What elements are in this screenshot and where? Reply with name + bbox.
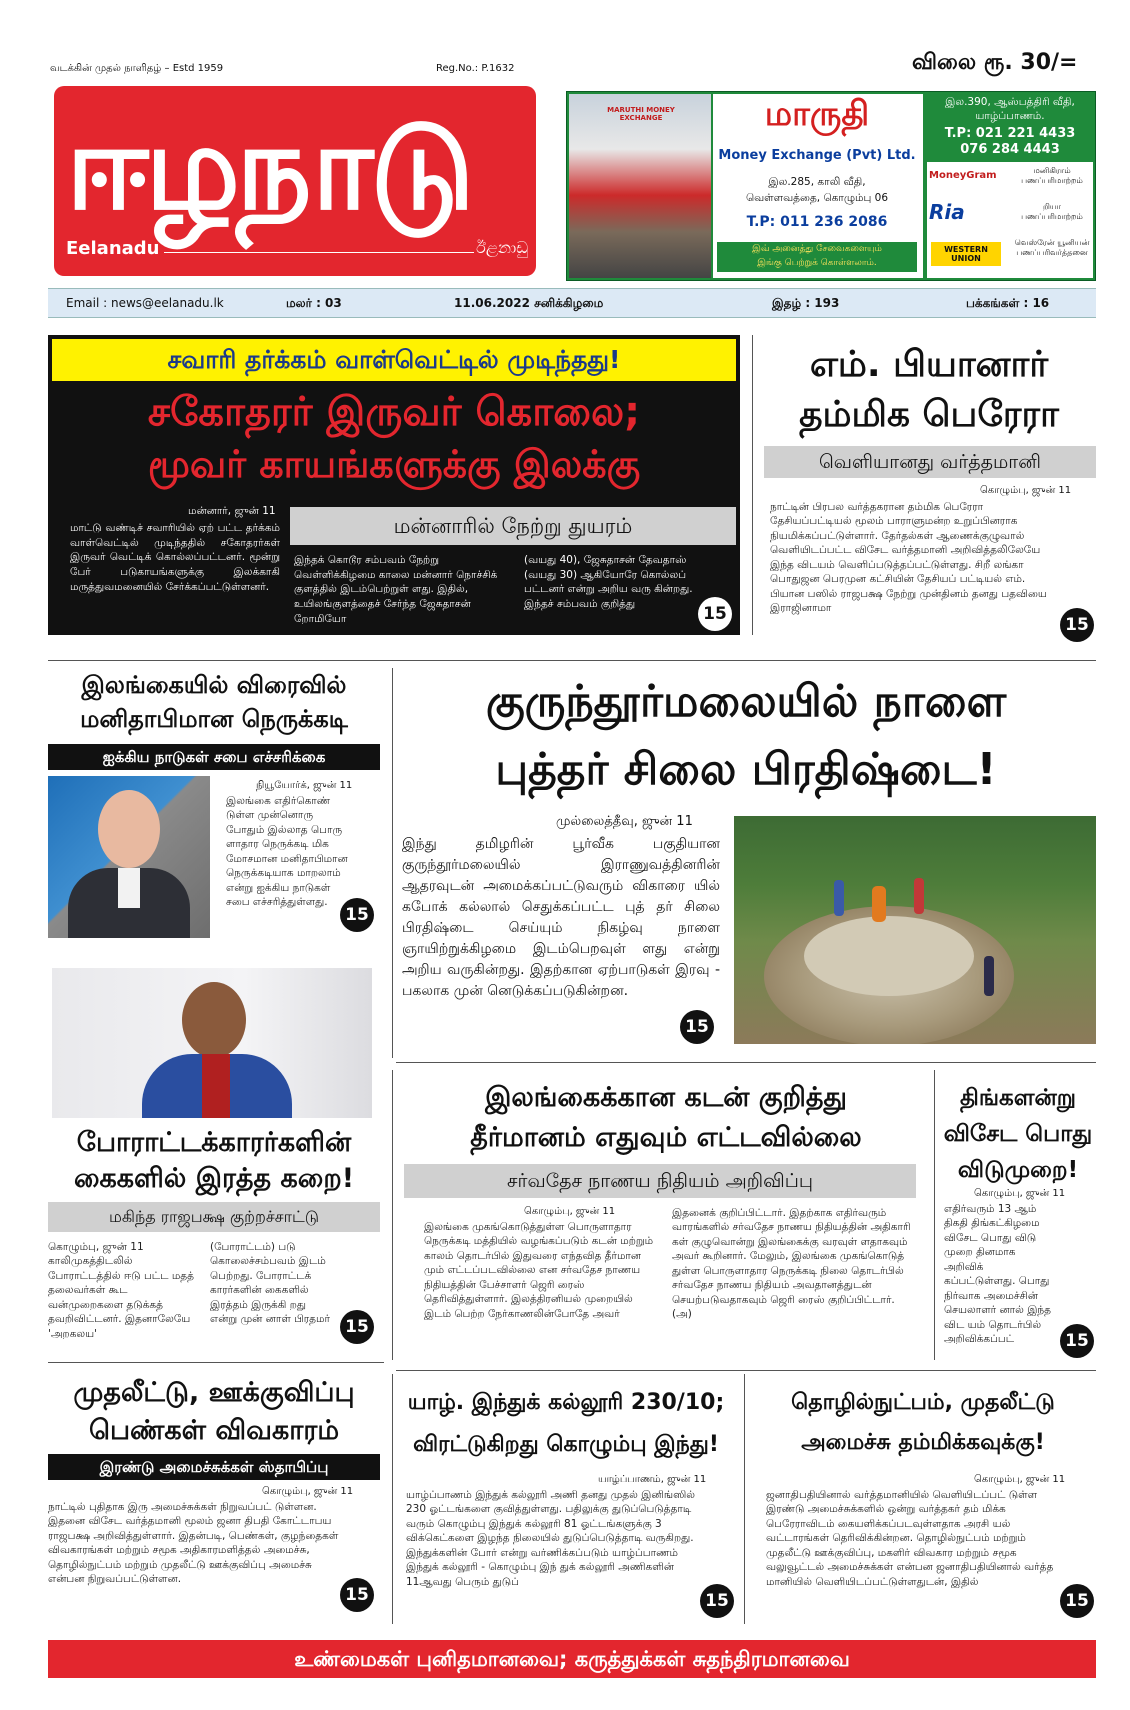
tech-text: ஜனாதிபதியினால் வர்த்தமானியில் வெளியிடப்பட் டுள்ள இரண்டு அமைச்சுக்களில் ஒன்று வர்த்தகர் தம் மிக்க பெரேராவிடம் கையளிக்கப்படவுள்ளதாக அரசி யல் வட்டாரங்கள் தெரிவிக்கின்றன. தொழில்நுட்பம் மற்றும் முதலீட்டு ஊக்குவிப்பு, மகளிர் விவகார மற்றும் சமூக வலுவூட்டல் அமைச்சுக்கள் என்பன ஜனாதிபதியினால் வர்த்த மானியில் வெளியிடப்பட்டுள்ளதுடன், இதில்: [766, 1489, 1054, 1588]
lead-dateline: மன்னார், ஜுன் 11: [188, 505, 276, 517]
masthead-divider: [164, 252, 474, 253]
issue-number: இதழ் : 193: [772, 296, 840, 310]
continued-badge: 15: [340, 898, 374, 932]
ad-shop-photo: [569, 94, 711, 278]
mahinda-headline-1: போராட்டக்காரர்களின்: [76, 1127, 352, 1158]
mahinda-rajapaksa-photo: [52, 968, 372, 1118]
tech-headline-1: தொழில்நுட்பம், முதலீட்டு: [791, 1390, 1055, 1415]
advertisement: [566, 91, 1096, 281]
lead-kicker: சவாரி தர்க்கம் வாள்வெட்டில் முடிந்தது!: [52, 339, 736, 381]
holiday-text: எதிர்வரும் 13 ஆம் திகதி திங்கட்கிழமை விசேட பொது விடு முறை தினமாக அறிவிக் கப்பட்டுள்ளது. பொது நிர்வாக அமைச்சின் செயலாளர் னால் இந்த விட யம் தொடர்பில் அறிவிக்கப்பட்: [944, 1203, 1051, 1346]
western-union-desc: வெஸ்ரேன் யூனியன் பணப்பரிவர்த்தனை: [1014, 238, 1090, 258]
ministry-dateline: கொழும்பு, ஜுன் 11: [262, 1486, 354, 1497]
ria-desc: றியா பணப்பரிமாற்றம்: [1021, 202, 1083, 222]
ad-phone-2b: 076 284 4443: [960, 142, 1060, 157]
tech-headline-2: அமைச்சு தம்மிக்கவுக்கு!: [801, 1430, 1045, 1455]
ministry-text: நாட்டில் புதிதாக இரு அமைச்சுக்கள் நிறுவப்பட் டுள்ளன. இதனை விசேட வர்த்தமானி மூலம் ஜனா திபதி கோட்டாபய ராஜபக்ஷ அறிவித்துள்ளார். இதன்படி, பெண்கள், குழந்தைகள் விவகாரங்கள் மற்றும் சமூக அதிகாரமளித்தல் அமைச்சு, தொழில்நுட்பம் மற்றும் முதலீட்டு ஊக்குவிப்பு அமைச்சு என்பன நிறுவப்பட்டுள்ளன.: [48, 1501, 339, 1586]
continued-badge: 15: [340, 1578, 374, 1612]
holiday-dateline: கொழும்பு, ஜுன் 11: [974, 1188, 1066, 1199]
footer-slogan: உண்மைகள் புனிதமானவை; கருத்துக்கள் சுதந்திரமானவை: [48, 1640, 1096, 1678]
ad-services-b: இங்கு பெற்றுக் கொள்ளலாம்.: [757, 258, 877, 268]
price: விலை ரூ. 30/=: [912, 50, 1078, 75]
lead-col-1: மாட்டு வண்டிச் சவாரியில் ஏற் பட்ட தர்க்கம் வாள்வெட்டில் முடிந்ததில் சகோதரர்கள் இருவர் வெட்டிக் கொல்லப்பட்டனர். மூன்று பேர் படுகாயங்களுக்கு இலக்காகி மருத்துவமனையில் சேர்க்கப்பட்டுள்ளனர்.: [70, 522, 280, 593]
imf-headline-1: இலங்கைக்கான கடன் குறித்து: [485, 1082, 847, 1113]
ad-address-2a: இல.390, ஆஸ்பத்திரி வீதி,: [945, 96, 1075, 108]
un-dateline: நியூயோர்க், ஜுன் 11: [256, 780, 353, 791]
continued-badge: 15: [698, 597, 732, 631]
ministry-headline-1: முதலீட்டு, ஊக்குவிப்பு: [73, 1377, 355, 1408]
right-top-subhead: வெளியானது வர்த்தமானி: [764, 446, 1096, 478]
continued-badge: 15: [700, 1584, 734, 1618]
cricket-headline-1: யாழ். இந்துக் கல்லூரி 230/10;: [407, 1390, 725, 1415]
lead-col-2: இந்தக் கொடூர சம்பவம் நேற்று வெள்ளிக்கிழமை காலை மன்னார் நொச்சிக் குளத்தில் இடம்பெற்றுள் ளது. இதில், உயிலங்குளத்தைச் சேர்ந்த ஜேசுதாசன் றோமியோ: [294, 554, 498, 625]
lead-headline-2: மூவர் காயங்களுக்கு இலக்கு: [147, 442, 641, 486]
imf-dateline: கொழும்பு, ஜுன் 11: [524, 1206, 616, 1217]
ad-address-2b: யாழ்ப்பாணம்.: [975, 110, 1045, 122]
stupa-construction-photo: [734, 816, 1096, 1044]
imf-headline-2: தீர்மானம் எதுவும் எட்டவில்லை: [470, 1122, 862, 1153]
info-bar: [48, 288, 1096, 318]
imf-col-1: இலங்கை முகங்கொடுத்துள்ள பொருளாதார நெருக்கடி மத்தியில் வழங்கப்படும் கடன் மற்றும் காலம் தொடர்பில் இதுவரை எந்தவித தீர்மான மும் எட்டப்படவில்லை என சர்வதேச நாணய நிதியத்தின் பேச்சாளர் ஜெரி ரைஸ் தெரிவித்துள்ளார். இலத்திரனியல் முறையில் இடம் பெற்ற நேர்காணலின்போதே அவர்: [424, 1221, 654, 1320]
mahinda-col-2: (போராட்டம்) படு கொலைச்சம்பவம் இடம் பெற்றது. போராட்டக் காரர்களின் கைகளில் இரத்தம் இருக்கி றது என்று முன் னாள் பிரதமர்: [210, 1241, 330, 1326]
right-top-headline: எம். பியானார் தம்மிக பெரேரா: [799, 344, 1059, 435]
issue-volume: மலர் : 03: [286, 296, 342, 310]
ad-phone-1: T.P: 011 236 2086: [746, 214, 888, 230]
continued-badge: 15: [1060, 1584, 1094, 1618]
center-text: இந்து தமிழரின் பூர்வீக பகுதியான குருந்தூர்மலையில் இராணுவத்தினரின் ஆதரவுடன் அமைக்கப்பட்டுவரும் விகாரை யில் கபோக் கல்லால் செதுக்கப்பட்ட புத் தர் சிலை பிரதிஷ்டை செய்யும் நிகழ்வு நாளை ஞாயிற்றுக்கிழமை இடம்பெறவுள் ளது என்று அறிய வருகின்றது. இதற்கான ஏற்பாடுகள் இரவு - பகலாக முன் னெடுக்கப்படுகின்றன.: [402, 836, 720, 999]
holiday-headline: திங்களன்று விசேட பொது விடுமுறை!: [943, 1085, 1093, 1183]
right-top-text: நாட்டின் பிரபல வர்த்தகரான தம்மிக பெரேரா தேசியப்பட்டியல் மூலம் பாராளுமன்ற உறுப்பினராக நியமிக்கப்பட்டுள்ளார். தேர்தல்கள் ஆணைக்குழுவால் வெளியிடப்பட்ட விசேட வர்த்தமானி அறிவித்தலிலேயே இந்த விடயம் வெளிப்படுத்தப்பட்டுள்ளது. சிறீ லங்கா பொதுஜன பெரமுன கட்சியின் தேசியப் பட்டியல் எம். பியான பஸில் ராஜபக்ஷ நேற்று முன்தினம் தனது பதவியை இராஜினாமா: [770, 501, 1047, 615]
ad-address-1a: இல.285, காலி வீதி,: [768, 176, 866, 188]
mahinda-headline-2: கைகளில் இரத்த கறை!: [73, 1163, 355, 1194]
right-top-dateline: கொழும்பு, ஜுன் 11: [980, 485, 1072, 496]
ministry-subhead: இரண்டு அமைச்சுக்கள் ஸ்தாபிப்பு: [48, 1454, 380, 1480]
center-dateline: முல்லைத்தீவு, ஜுன் 11: [556, 814, 693, 829]
masthead-logo: [54, 86, 536, 276]
lead-subhead: மன்னாரில் நேற்று துயரம்: [290, 507, 736, 545]
ria-logo: Ria: [929, 200, 965, 224]
center-headline-1: குருந்தூர்மலையில் நாளை: [485, 676, 1007, 727]
un-text: இலங்கை எதிர்கொண் டுள்ள முன்னொரு போதும் இல்லாத பொரு ளாதார நெருக்கடி மிக மோசமான மனிதாபிமான நெருக்கடியாக மாறலாம் என்று ஐக்கிய நாடுகள் சபை எச்சரித்துள்ளது.: [226, 795, 348, 909]
un-subhead: ஐக்கிய நாடுகள் சபை எச்சரிக்கை: [48, 744, 380, 770]
ad-brand-tamil: மாருதி: [764, 94, 870, 134]
lead-headline-1: சகோதரர் இருவர் கொலை;: [147, 389, 641, 435]
continued-badge: 15: [340, 1310, 374, 1344]
continued-badge: 15: [1060, 608, 1094, 642]
imf-col-2: இதனைக் குறிப்பிட்டார். இதற்காக எதிர்வரும் வாரங்களில் சர்வதேச நாணய நிதியத்தின் அதிகாரி கள் குழுவொன்று இலங்கைக்கு வரவுள் ளதாகவும் அவர் கூறினார். மேலும், இலங்கை முகங்கொடுத் துள்ள பொருளாதார நெருக்கடி நிலை தொடர்பில் சர்வதேச நாணய நிதியம் அவதானத்துடன் செயற்படுவதாகவும் ஜெரி ரைஸ் குறிப்பிட்டார். (அ): [672, 1207, 911, 1321]
reg-number: Reg.No.: P.1632: [436, 63, 515, 74]
un-headline: இலங்கையில் விரைவில் மனிதாபிமான நெருக்கடி: [80, 671, 348, 733]
masthead-subtitle-en: Eelanadu: [66, 238, 160, 259]
un-official-photo: [48, 776, 210, 938]
ad-brand-en: Money Exchange (Pvt) Ltd.: [718, 148, 916, 163]
ministry-headline-2: பெண்கள் விவகாரம்: [88, 1415, 340, 1446]
cricket-text: யாழ்ப்பாணம் இந்துக் கல்லூரி அணி தனது முதல் இனிங்ஸில் 230 ஓட்டங்களை குவித்துள்ளது. பதிலுக்கு துடுப்பெடுத்தாடி வரும் கொழும்பு இந்துக் கல்லூரி 81 ஓட்டங்களுக்கு 3 விக்கெட்களை இழந்த நிலையில் துடுப்பெடுத்தாடி வருகிறது. இந்துக்களின் போர் என்று வர்ணிக்கப்படும் யாழ்ப்பாணம் இந்துக் கல்லூரி - கொழும்பு இந் துக் கல்லூரி அணிகளின் 11ஆவது பெரும் துடுப்: [406, 1489, 695, 1588]
imf-subhead: சர்வதேச நாணய நிதியம் அறிவிப்பு: [404, 1164, 916, 1198]
ad-address-1b: வெள்ளவத்தை, கொழும்பு 06: [745, 192, 889, 204]
masthead-subtitle-si: ඊළනාඩු: [476, 238, 529, 257]
ad-services-a: இவ் அனைத்து சேவைகளையும்: [752, 244, 882, 254]
moneygram-desc: மனிகிராம் பணப்பரிமாற்றம்: [1021, 166, 1083, 186]
cricket-dateline: யாழ்ப்பாணம், ஜுன் 11: [598, 1474, 707, 1485]
moneygram-logo: MoneyGram: [929, 170, 997, 181]
continued-badge: 15: [680, 1010, 714, 1044]
lead-col-3: (வயது 40), ஜேசுதாசன் தேவதாஸ் (வயது 30) ஆகியோரே கொல்லப் பட்டனர் என்று அறிய வரு கின்றது. இந்தச் சம்பவம் குறித்து: [524, 554, 693, 611]
tagline: வடக்கின் முதல் நாளிதழ் – Estd 1959: [50, 63, 224, 74]
issue-date: 11.06.2022 சனிக்கிழமை: [454, 296, 604, 310]
lead-story: [48, 335, 740, 635]
ad-phone-2a: T.P: 021 221 4433: [944, 126, 1076, 141]
continued-badge: 15: [1060, 1324, 1094, 1358]
page-count: பக்கங்கள் : 16: [966, 296, 1050, 310]
email: Email : news@eelanadu.lk: [66, 296, 224, 310]
ad-logo-text: MARUTHI MONEY EXCHANGE: [607, 106, 675, 122]
mahinda-col-1: கொழும்பு, ஜுன் 11 காலிமுகத்திடலில் போராட்டத்தில் ஈடு பட்ட மதத் தலைவர்கள் கூட வன்முறைகளை தடுக்கத் தவறிவிட்டனர். இதனாலேயே 'அறகலய': [48, 1241, 194, 1340]
tech-dateline: கொழும்பு, ஜுன் 11: [974, 1474, 1066, 1485]
mahinda-subhead: மகிந்த ராஜபக்ஷ குற்றச்சாட்டு: [48, 1202, 380, 1232]
western-union-logo: WESTERN UNION: [931, 242, 1001, 266]
cricket-headline-2: விரட்டுகிறது கொழும்பு இந்து!: [413, 1432, 719, 1457]
center-headline-2: புத்தர் சிலை பிரதிஷ்டை!: [495, 744, 997, 795]
masthead-title: ஈழநாடு: [66, 98, 471, 236]
